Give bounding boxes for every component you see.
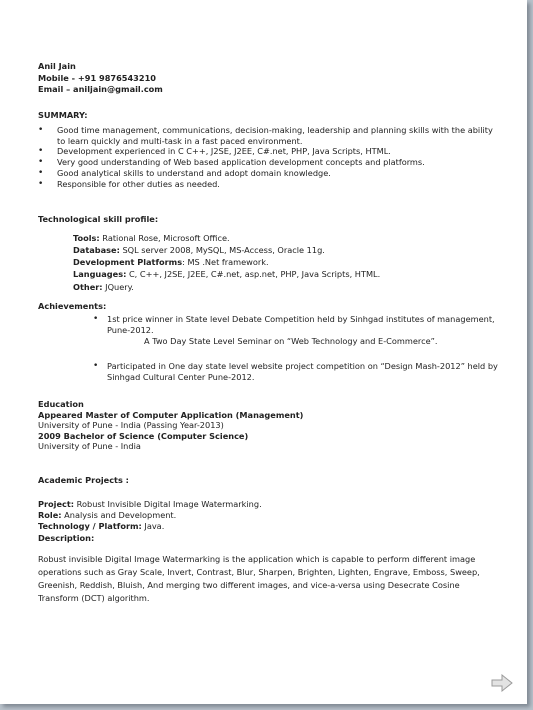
skill-value: C, C++, J2SE, J2EE, C#.net, asp.net, PHP, Java Scripts, HTML.	[126, 269, 381, 280]
skill-label: Tools:	[73, 232, 100, 243]
skill-label: Database:	[73, 244, 120, 255]
project-details	[38, 499, 493, 544]
degree-masters-detail: University of Pune - India (Passing Year-2013)	[38, 420, 224, 431]
role-label: Role:	[38, 510, 62, 521]
achievement-subitem: A Two Day State Level Seminar on “Web Technology and E-Commerce”.	[144, 335, 438, 346]
summary-heading: SUMMARY:	[38, 109, 88, 120]
projects-heading: Academic Projects :	[38, 474, 129, 485]
achievements-list	[94, 313, 498, 383]
skill-row-languages	[73, 268, 493, 280]
skill-label: Development Platforms	[73, 257, 183, 268]
degree-masters: Appeared Master of Computer Application (Management)	[38, 409, 304, 420]
mobile-number: Mobile - +91 9876543210	[38, 72, 156, 83]
skill-label: Other:	[73, 281, 103, 292]
skill-row-platforms	[73, 256, 493, 268]
contact-block	[38, 61, 493, 96]
skill-label: Languages:	[73, 269, 127, 280]
degree-bachelors-detail: University of Pune - India	[38, 441, 141, 452]
skill-row-tools	[73, 232, 493, 244]
skill-value: JQuery.	[102, 281, 134, 292]
skill-row-database	[73, 244, 493, 256]
project-value: Robust Invisible Digital Image Watermarking.	[74, 499, 262, 510]
summary-item: • Good analytical skills to understand and adopt domain knowledge.	[38, 168, 493, 179]
next-page-arrow-icon[interactable]	[491, 674, 513, 692]
technology-row	[38, 521, 493, 532]
skill-value: : MS .Net framework.	[182, 257, 269, 268]
education-heading: Education	[38, 398, 84, 409]
role-value: Analysis and Development.	[61, 510, 177, 521]
summary-list	[38, 125, 493, 190]
project-label: Project:	[38, 499, 75, 510]
achievement-item: • Participated in One day state level website project competition on “Design Mash-2012” held by Sinhgad Cultural Center Pune-2012.	[94, 361, 499, 383]
role-row	[38, 510, 493, 521]
skills-list	[73, 232, 493, 293]
skill-value: SQL server 2008, MySQL, MS-Access, Oracle 11g.	[119, 244, 325, 255]
summary-item: • Development experienced in C C++, J2SE, J2EE, C#.net, PHP, Java Scripts, HTML.	[38, 146, 493, 157]
email-address: Email – aniljain@gmail.com	[38, 84, 163, 94]
education-block	[38, 399, 493, 452]
technology-label: Technology / Platform:	[38, 521, 142, 532]
summary-item: • Responsible for other duties as needed.	[38, 179, 493, 190]
achievement-item: • 1st price winner in State level Debate Competition held by Sinhgad institutes of management, Pune-2012.	[94, 314, 499, 336]
skill-value: Rational Rose, Microsoft Office.	[99, 232, 230, 243]
resume-content	[38, 61, 498, 605]
skill-row-other	[73, 281, 493, 293]
project-row	[38, 499, 493, 510]
project-description: Robust invisible Digital Image Watermarking is the application which is capable to perform different image operations such as Gray Scale, Invert, Contrast, Blur, Sharpen, Brighten, Lighten, Engrave, Emboss, Sweep, Greenish, Reddish, Bluish, And merging two different images, and vice-a-versa using Desecrate Cosine Transform (DCT) algorithm.	[38, 553, 480, 603]
achievements-heading: Achievements:	[38, 300, 107, 311]
candidate-name: Anil Jain	[38, 61, 76, 71]
degree-bachelors: 2009 Bachelor of Science (Computer Science)	[38, 430, 249, 441]
description-label: Description:	[38, 532, 95, 543]
summary-item: • Good time management, communications, decision-making, leadership and planning skills with the ability to learn quickly and multi-task in a fast paced environment.	[38, 125, 493, 147]
skills-heading: Technological skill profile:	[38, 214, 159, 225]
technology-value: Java.	[141, 521, 165, 532]
summary-item: • Very good understanding of Web based application development concepts and platforms.	[38, 157, 493, 168]
